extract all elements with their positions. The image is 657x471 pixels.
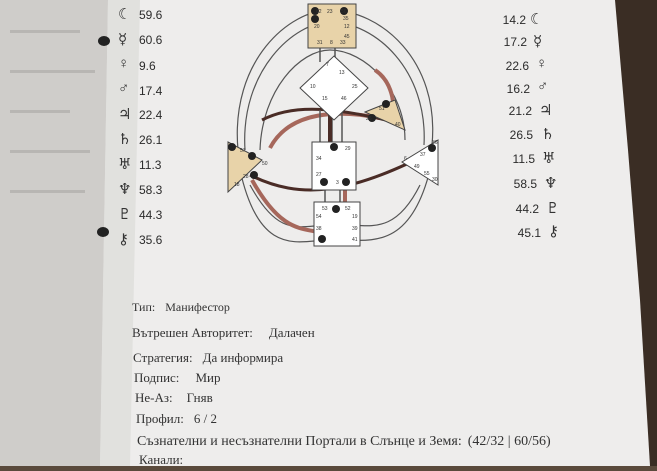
svg-text:3: 3	[336, 180, 339, 186]
left-glyph-3: ♀	[118, 56, 130, 72]
svg-text:52: 52	[345, 206, 351, 212]
right-glyph-9: ♇	[546, 201, 560, 217]
profile-label: Профил:	[136, 411, 184, 426]
notself-value: Гняв	[186, 390, 213, 405]
svg-text:30: 30	[432, 177, 438, 183]
right-glyph-5: ♃	[539, 103, 553, 119]
svg-text:37: 37	[420, 152, 426, 158]
svg-text:19: 19	[352, 214, 358, 220]
gates-value: (42/32 | 60/56)	[467, 434, 551, 449]
svg-text:41: 41	[352, 237, 358, 243]
gates-label: Съзнателни и несъзнателни Портали в Слънце и Земя:	[137, 434, 462, 449]
right-glyph-7: ♅	[542, 151, 556, 167]
left-value-8: 58.3	[139, 183, 163, 197]
svg-text:28: 28	[243, 174, 249, 180]
left-glyph-7: ♅	[118, 157, 132, 173]
left-value-9: 44.3	[139, 208, 163, 222]
left-glyph-9: ♇	[118, 207, 132, 223]
svg-text:62: 62	[316, 9, 322, 15]
left-value-6: 26.1	[139, 133, 163, 147]
right-glyph-3: ♀	[536, 56, 548, 72]
authority-label: Вътрешен Авторитет:	[132, 325, 253, 340]
strategy-label: Стратегия:	[133, 350, 193, 365]
notself-label: Не-Аз:	[135, 390, 173, 405]
svg-text:15: 15	[322, 96, 328, 102]
left-glyph-1: ☾	[118, 7, 132, 23]
right-glyph-2: ☿	[533, 34, 543, 50]
right-value-3: 22.6	[505, 59, 529, 73]
right-glyph-8: ♆	[544, 176, 558, 192]
svg-text:18: 18	[234, 182, 240, 188]
svg-text:25: 25	[352, 84, 358, 90]
left-glyph-4: ♂	[118, 81, 130, 97]
type-row	[132, 300, 230, 315]
svg-text:27: 27	[316, 172, 322, 178]
left-glyph-8: ♆	[118, 182, 132, 198]
left-glyph-2: ☿	[118, 32, 128, 48]
svg-text:55: 55	[424, 171, 430, 177]
authority-value: Далачен	[268, 325, 315, 340]
profile-row	[136, 411, 217, 427]
right-value-6: 26.5	[509, 128, 533, 142]
svg-text:29: 29	[345, 146, 351, 152]
type-value: Манифестор	[165, 300, 230, 314]
svg-text:23: 23	[327, 9, 333, 15]
right-value-7: 11.5	[512, 152, 535, 166]
left-glyph-10: ⚷	[118, 232, 129, 248]
right-glyph-6: ♄	[541, 127, 555, 143]
gates-row	[137, 434, 551, 450]
svg-text:31: 31	[317, 40, 323, 46]
svg-text:33: 33	[340, 40, 346, 46]
svg-text:54: 54	[316, 214, 322, 220]
signature-label: Подпис:	[134, 370, 180, 385]
svg-text:8: 8	[330, 40, 333, 46]
right-value-9: 44.2	[515, 202, 539, 216]
right-value-4: 16.2	[506, 82, 530, 96]
signature-value: Мир	[195, 370, 221, 385]
svg-text:57: 57	[240, 148, 246, 154]
left-value-3: 9.6	[139, 59, 156, 73]
left-value-10: 35.6	[139, 233, 163, 247]
right-value-2: 17.2	[503, 35, 527, 49]
svg-text:34: 34	[316, 156, 322, 162]
right-glyph-10: ⚷	[548, 224, 559, 240]
left-value-4: 17.4	[139, 84, 163, 98]
svg-text:45: 45	[344, 34, 350, 40]
left-glyph-6: ♄	[118, 132, 132, 148]
authority-row	[132, 325, 315, 341]
strategy-value: Да информира	[202, 350, 284, 365]
svg-text:6: 6	[404, 156, 407, 162]
right-value-10: 45.1	[517, 226, 541, 240]
channels-label: Канали:	[139, 452, 184, 467]
svg-text:39: 39	[352, 226, 358, 232]
svg-text:20: 20	[314, 24, 320, 30]
signature-row	[134, 370, 220, 386]
svg-text:36: 36	[432, 140, 438, 146]
right-value-8: 58.5	[513, 177, 537, 191]
left-value-7: 11.3	[139, 158, 162, 172]
right-glyph-1: ☾	[530, 12, 544, 28]
svg-text:12: 12	[344, 24, 350, 30]
svg-text:35: 35	[343, 16, 349, 22]
svg-text:49: 49	[414, 164, 420, 170]
svg-text:46: 46	[341, 96, 347, 102]
strategy-row	[133, 350, 283, 366]
svg-text:13: 13	[339, 70, 345, 76]
svg-text:26: 26	[366, 116, 372, 122]
svg-text:53: 53	[322, 206, 328, 212]
left-value-5: 22.4	[139, 108, 163, 122]
svg-text:56: 56	[341, 9, 347, 15]
profile-value: 6 / 2	[193, 411, 217, 426]
notself-row	[135, 390, 213, 406]
svg-text:40: 40	[395, 122, 401, 128]
right-value-1: 14.2	[502, 13, 526, 27]
type-label: Тип:	[132, 300, 156, 314]
svg-text:7: 7	[326, 62, 329, 68]
svg-text:10: 10	[310, 84, 316, 90]
left-glyph-5: ♃	[118, 107, 132, 123]
right-glyph-4: ♂	[537, 79, 549, 95]
svg-text:50: 50	[262, 161, 268, 167]
right-value-5: 21.2	[508, 104, 532, 118]
svg-text:51: 51	[379, 106, 385, 112]
left-value-1: 59.6	[139, 8, 163, 22]
left-value-2: 60.6	[139, 33, 163, 47]
svg-text:38: 38	[316, 226, 322, 232]
